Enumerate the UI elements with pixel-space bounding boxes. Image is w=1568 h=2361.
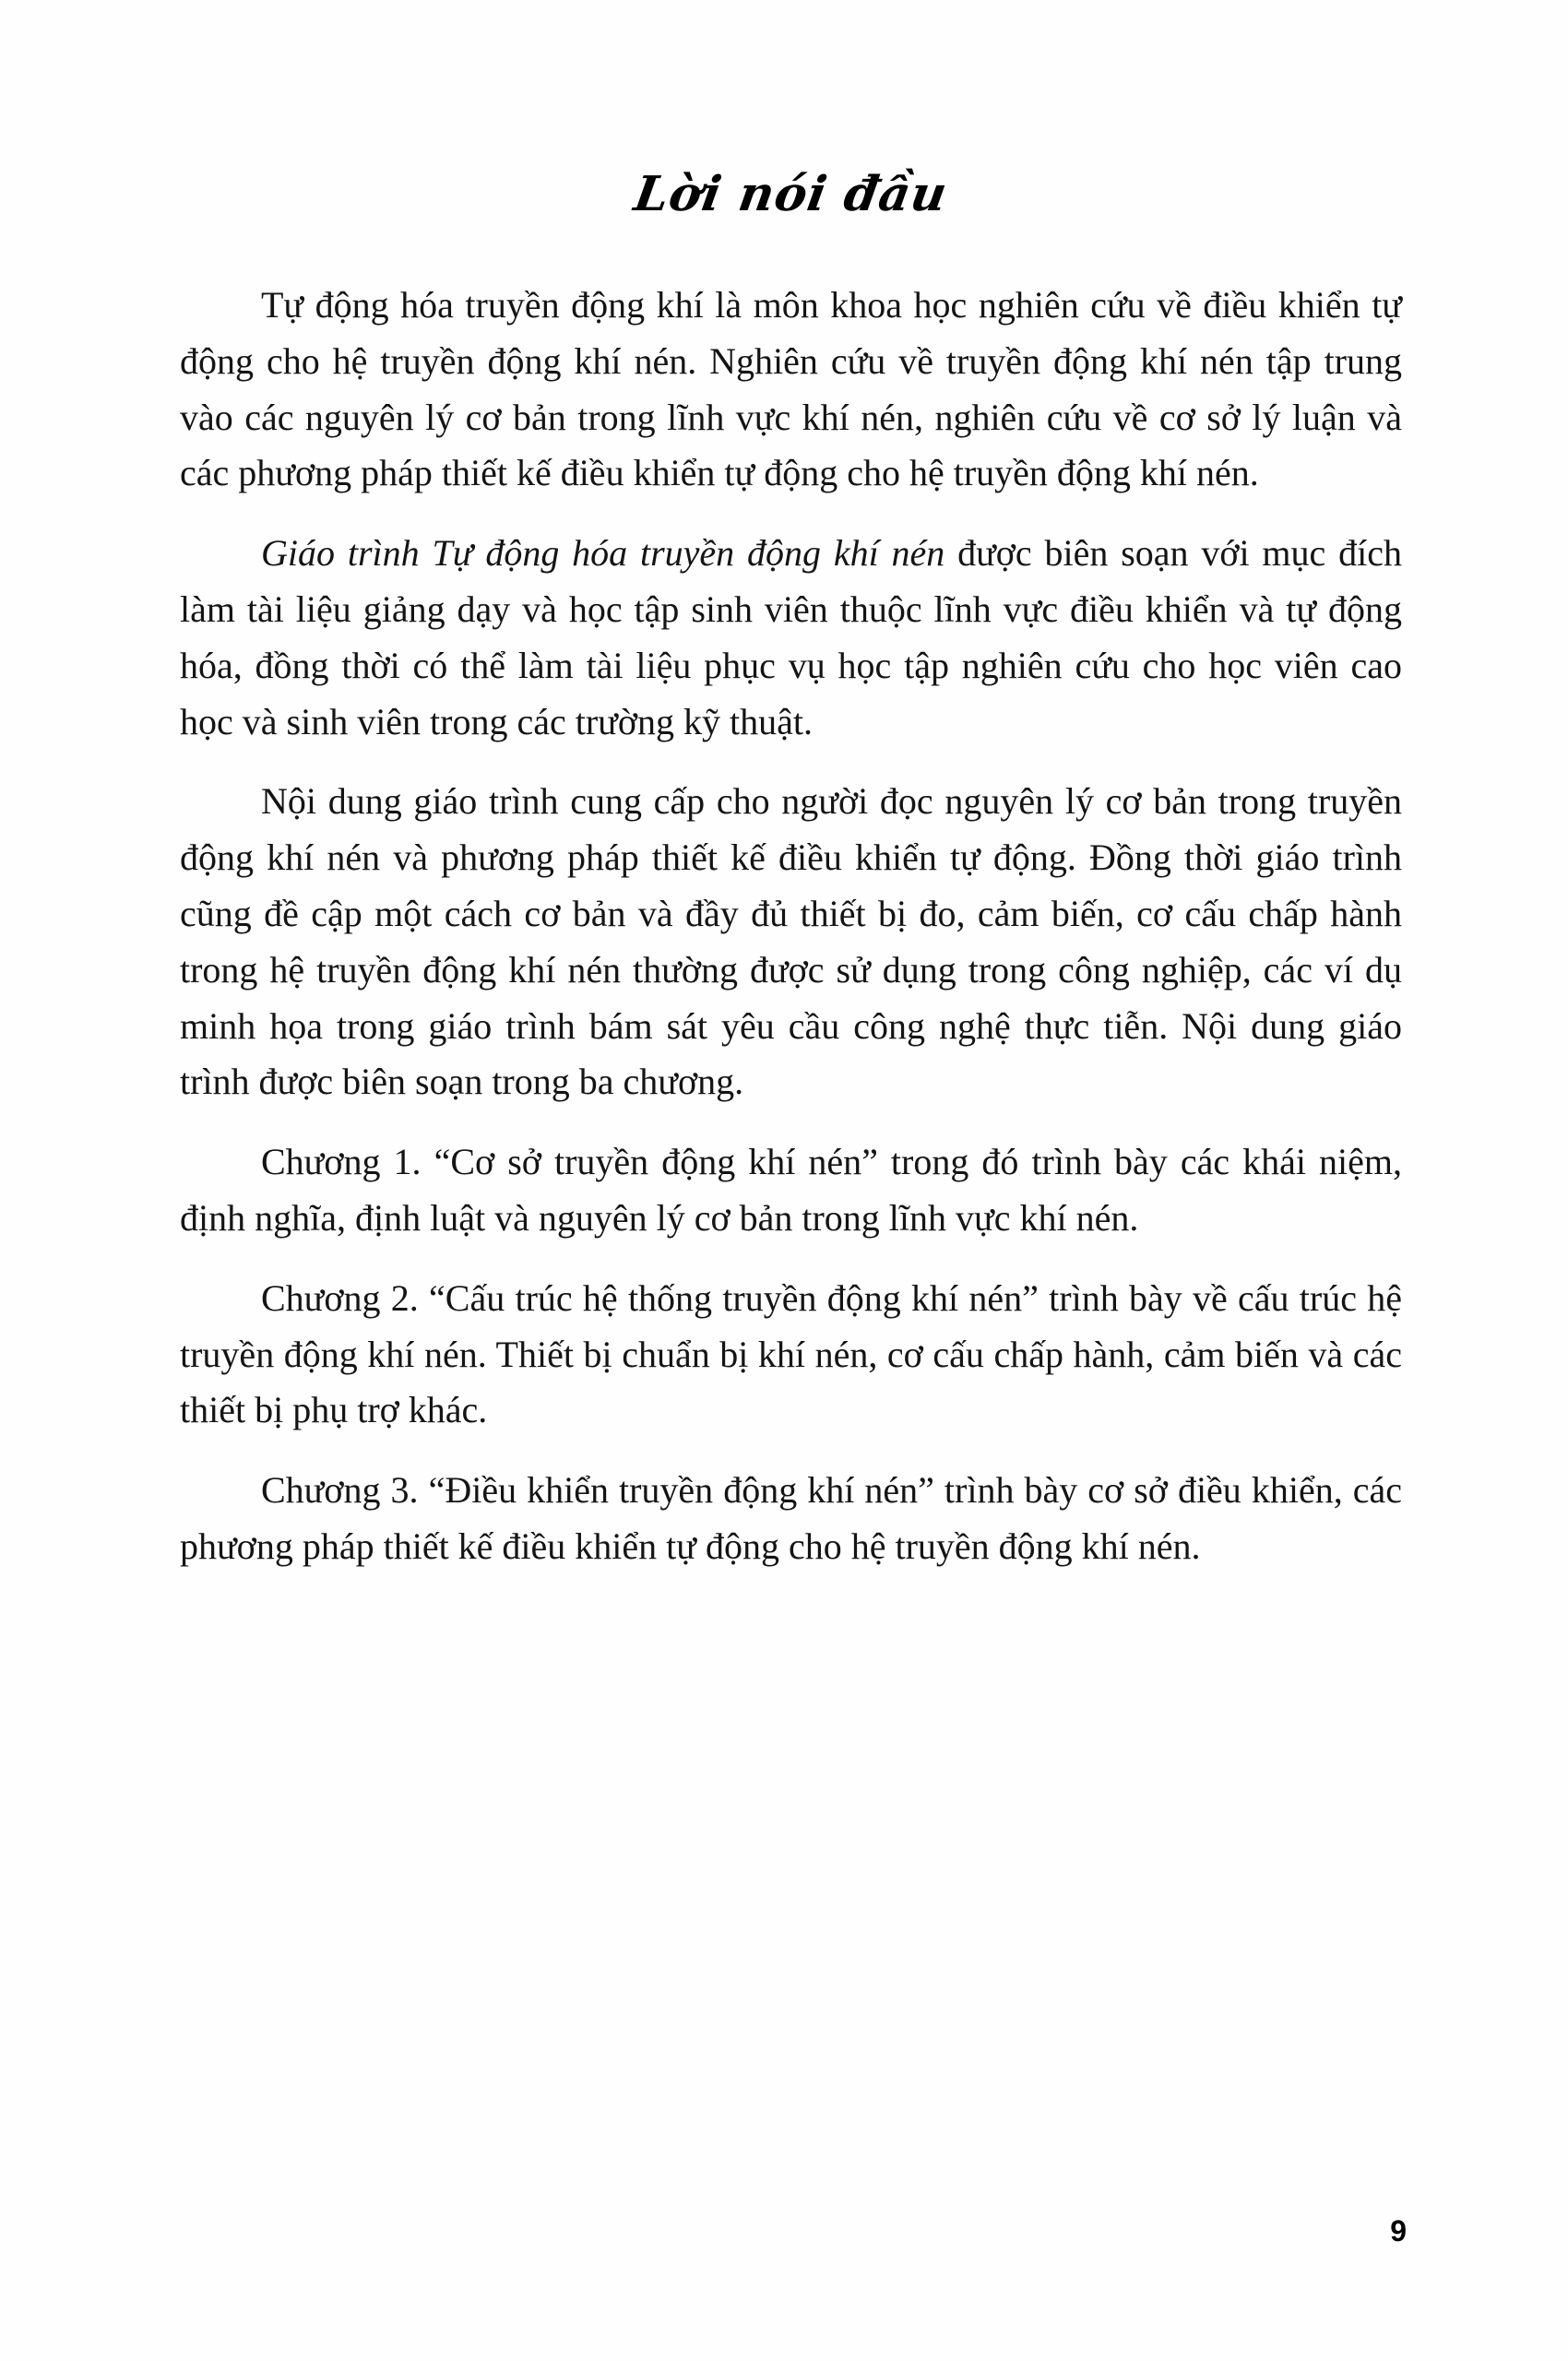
paragraph-chapter-3: Chương 3. “Điều khiển truyền động khí nén” trình bày cơ sở điều khiển, các phương pháp thiết kế điều khiển tự động cho hệ truyền động khí nén. [180,1469,1402,1567]
paragraph-chapter-1: Chương 1. “Cơ sở truyền động khí nén” trong đó trình bày các khái niệm, định nghĩa, định luật và nguyên lý cơ bản trong lĩnh vực khí nén. [180,1141,1402,1239]
paragraph-chapter-2: Chương 2. “Cấu trúc hệ thống truyền động khí nén” trình bày về cấu trúc hệ truyền động khí nén. Thiết bị chuẩn bị khí nén, cơ cấu chấp hành, cảm biến và các thiết bị phụ trợ khác. [180,1276,1402,1431]
page-content [180,166,1402,1575]
paragraph-intro: Tự động hóa truyền động khí là môn khoa học nghiên cứu về điều khiển tự động cho hệ truyền động khí nén. Nghiên cứu về truyền động khí nén tập trung vào các nguyên lý cơ bản trong lĩnh vực khí nén, nghiên cứu về cơ sở lý luận và các phương pháp thiết kế điều khiển tự động cho hệ truyền động khí nén. [180,284,1402,494]
book-title-emphasis: Giáo trình Tự động hóa truyền động khí nén [261,532,945,575]
page-title: Lời nói đầu [630,166,952,222]
paragraph-book-purpose-text: được biên soạn với mục đích làm tài liệu giảng dạy và học tập sinh viên thuộc lĩnh vực điều khiển và tự động hóa, đồng thời có thể làm tài liệu phục vụ học tập nghiên cứu cho học viên cao học và sinh viên trong các trường kỹ thuật. [180,532,1402,742]
page-number: 9 [1390,2214,1407,2248]
paragraph-content-overview: Nội dung giáo trình cung cấp cho người đọc nguyên lý cơ bản trong truyền động khí nén và phương pháp thiết kế điều khiển tự động. Đồng thời giáo trình cũng đề cập một cách cơ bản và đầy đủ thiết bị đo, cảm biến, cơ cấu chấp hành trong hệ truyền động khí nén thường được sử dụng trong công nghiệp, các ví dụ minh họa trong giáo trình bám sát yêu cầu công nghệ thực tiễn. Nội dung giáo trình được biên soạn trong ba chương. [180,780,1402,1103]
paragraph-book-purpose [180,526,1402,750]
